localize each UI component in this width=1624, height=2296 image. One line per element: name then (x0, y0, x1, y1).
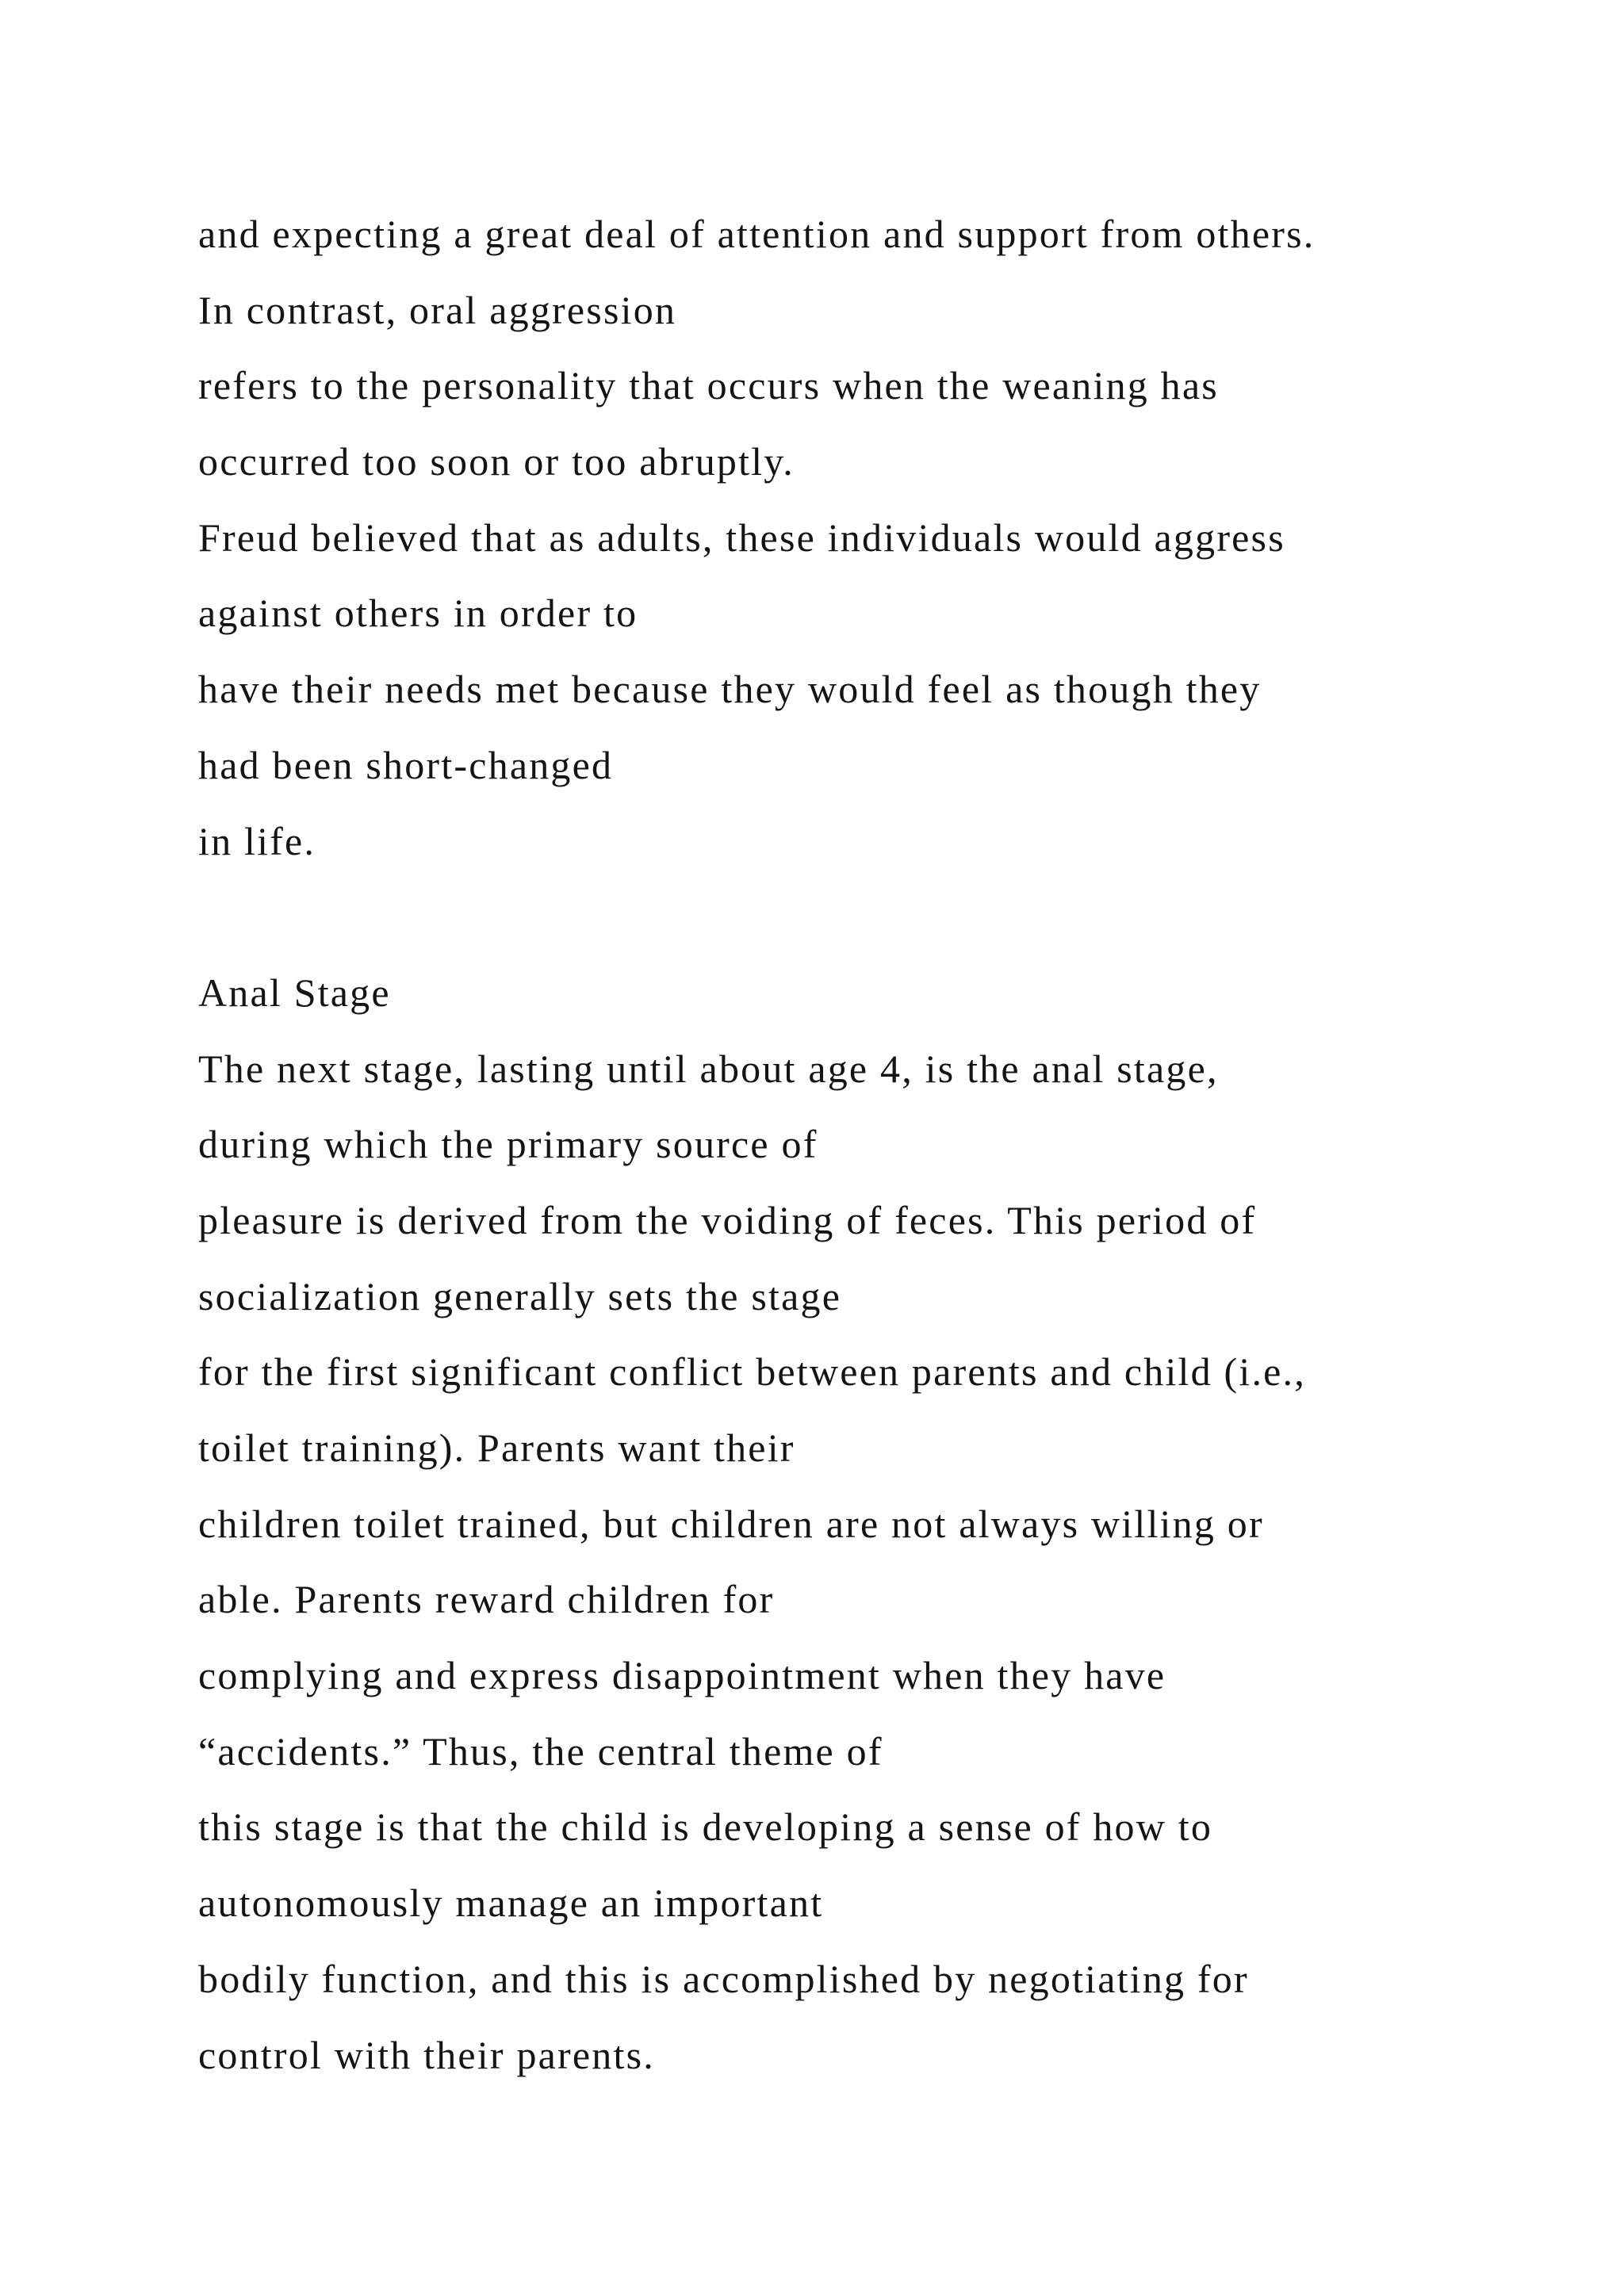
text-line: and expecting a great deal of attention and support from others. (198, 212, 1316, 256)
text-line: children toilet trained, but children are not always willing or (198, 1501, 1264, 1546)
text-line: this stage is that the child is developing a sense of how to (198, 1804, 1213, 1850)
text-line: in life. (198, 818, 316, 863)
text-line: autonomously manage an important (198, 1881, 824, 1926)
paragraph-anal-stage (198, 1031, 1594, 2094)
text-line: refers to the personality that occurs when the weaning has (198, 363, 1219, 408)
text-line: against others in order to (198, 591, 638, 636)
text-line: able. Parents reward children for (198, 1577, 775, 1622)
text-line: complying and express disappointment when they have (198, 1653, 1166, 1698)
text-line: control with their parents. (198, 2032, 655, 2077)
text-line: had been short-changed (198, 742, 614, 787)
text-line: pleasure is derived from the voiding of feces. This period of (198, 1197, 1257, 1242)
text-line: during which the primary source of (198, 1122, 818, 1167)
text-line: occurred too soon or too abruptly. (198, 439, 795, 484)
text-line: “accidents.” Thus, the central theme of (198, 1728, 883, 1774)
section-heading: Anal Stage (198, 970, 391, 1015)
text-line: have their needs met because they would feel as though they (198, 667, 1262, 712)
text-line: toilet training). Parents want their (198, 1425, 795, 1470)
text-line: for the first significant conflict between parents and child (i.e., (198, 1349, 1306, 1395)
text-line: The next stage, lasting until about age 4, is the anal stage, (198, 1046, 1219, 1091)
text-line: bodily function, and this is accomplished by negotiating for (198, 1956, 1249, 2001)
text-line: socialization generally sets the stage (198, 1273, 842, 1318)
text-line: In contrast, oral aggression (198, 287, 677, 332)
text-line: Freud believed that as adults, these individuals would aggress (198, 515, 1285, 560)
paragraph-oral-aggression (198, 197, 1594, 879)
document-body (198, 197, 1594, 2093)
paragraph-spacer (198, 879, 1594, 955)
